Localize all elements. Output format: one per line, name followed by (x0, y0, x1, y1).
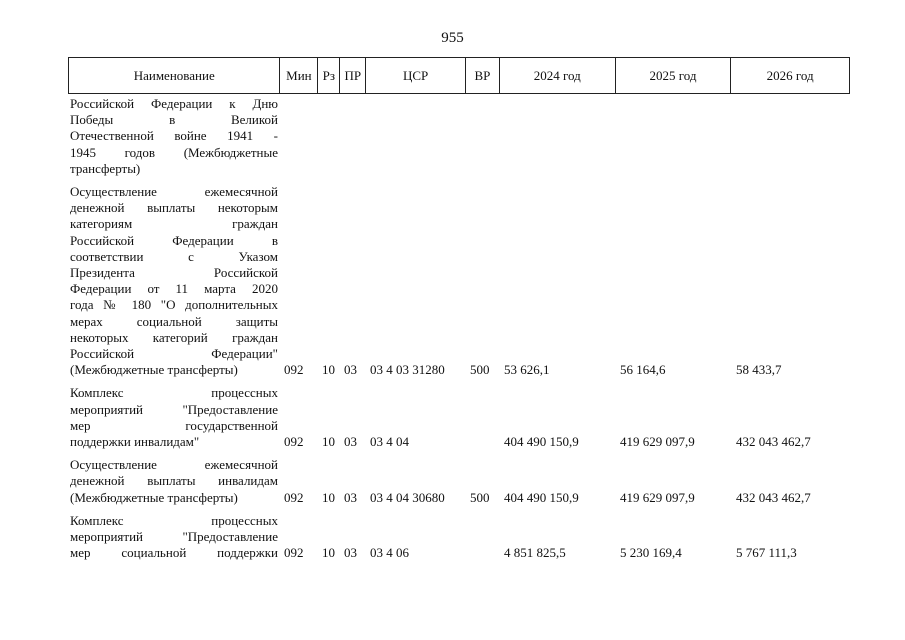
cell-2024: 404 490 150,9 (504, 434, 579, 450)
table-row (68, 184, 850, 378)
header-vr: ВР (466, 58, 500, 93)
name-line: Российской Федерации к Дню (70, 96, 278, 111)
row-name (68, 513, 280, 562)
name-line: (Межбюджетные трансферты) (70, 362, 238, 378)
cell-2024: 53 626,1 (504, 362, 550, 378)
name-line: мероприятий "Предоставление (70, 401, 278, 417)
cell-pr: 03 (344, 489, 357, 505)
name-line: Отечественной войне 1941 - (70, 128, 278, 144)
name-line: соответствии с Указом (70, 248, 278, 264)
cell-csr: 03 4 03 31280 (370, 362, 445, 378)
cell-2026: 432 043 462,7 (736, 489, 811, 505)
row-name (68, 96, 280, 177)
table-row (68, 385, 850, 450)
cell-2024: 404 490 150,9 (504, 489, 579, 505)
cell-min: 092 (284, 489, 304, 505)
name-line: денежной выплаты инвалидам (70, 473, 278, 489)
cell-min: 092 (284, 434, 304, 450)
cell-pr: 03 (344, 545, 357, 561)
cell-2025: 5 230 169,4 (620, 545, 682, 561)
name-line: поддержки инвалидам" (70, 434, 200, 450)
header-csr: ЦСР (366, 58, 466, 93)
cell-2026: 58 433,7 (736, 362, 782, 378)
name-line: денежной выплаты некоторым (70, 200, 278, 216)
cell-pr: 03 (344, 434, 357, 450)
cell-csr: 03 4 04 30680 (370, 489, 445, 505)
row-name (68, 457, 280, 506)
name-line: мероприятий "Предоставление (70, 529, 278, 545)
cell-csr: 03 4 04 (370, 434, 409, 450)
table-row (68, 513, 850, 562)
cell-2025: 419 629 097,9 (620, 489, 695, 505)
header-2025: 2025 год (616, 58, 732, 93)
header-pr: ПР (340, 58, 366, 93)
name-line: мер государственной (70, 417, 278, 433)
table-row (68, 457, 850, 506)
cell-vr: 500 (470, 489, 490, 505)
name-line: Комплекс процессных (70, 385, 278, 401)
name-line: Комплекс процессных (70, 512, 278, 528)
row-name (68, 184, 280, 378)
header-2026: 2026 год (766, 67, 814, 83)
name-line: (Межбюджетные трансферты) (70, 489, 238, 505)
cell-rz: 10 (322, 362, 335, 378)
name-line: Российской Федерации" (70, 346, 278, 362)
cell-2026: 5 767 111,3 (736, 545, 797, 561)
cell-rz: 10 (322, 545, 335, 561)
name-line: Президента Российской (70, 265, 278, 281)
cell-2026: 432 043 462,7 (736, 434, 811, 450)
name-line: мерах социальной защиты (70, 313, 278, 329)
cell-2025: 56 164,6 (620, 362, 666, 378)
cell-rz: 10 (322, 489, 335, 505)
cell-pr: 03 (344, 362, 357, 378)
name-line: Федерации от 11 марта 2020 (70, 281, 278, 297)
header-min: Мин (280, 58, 318, 93)
cell-2025: 419 629 097,9 (620, 434, 695, 450)
cell-csr: 03 4 06 (370, 545, 409, 561)
name-line: Российской Федерации в (70, 232, 278, 248)
header-name: Наименование (69, 58, 280, 93)
header-rz: Рз (318, 58, 340, 93)
cell-min: 092 (284, 362, 304, 378)
cell-min: 092 (284, 545, 304, 561)
name-line: некоторых категорий граждан (70, 329, 278, 345)
name-line: 1945 годов (Межбюджетные (70, 144, 278, 160)
cell-2024: 4 851 825,5 (504, 545, 566, 561)
header-2024: 2024 год (500, 58, 616, 93)
table-body (68, 96, 850, 568)
name-line: мер социальной поддержки (70, 545, 278, 561)
cell-rz: 10 (322, 434, 335, 450)
table-row (68, 96, 850, 177)
name-line: Победы в Великой (70, 112, 278, 128)
name-line: года № 180 "О дополнительных (70, 297, 278, 313)
name-line: Осуществление ежемесячной (70, 457, 278, 473)
page-number: 955 (441, 30, 464, 46)
cell-vr: 500 (470, 362, 490, 378)
name-line: категориям граждан (70, 216, 278, 232)
name-line: Осуществление ежемесячной (70, 184, 278, 200)
row-name (68, 385, 280, 450)
name-line: трансферты) (70, 160, 141, 176)
table-header (68, 57, 850, 94)
